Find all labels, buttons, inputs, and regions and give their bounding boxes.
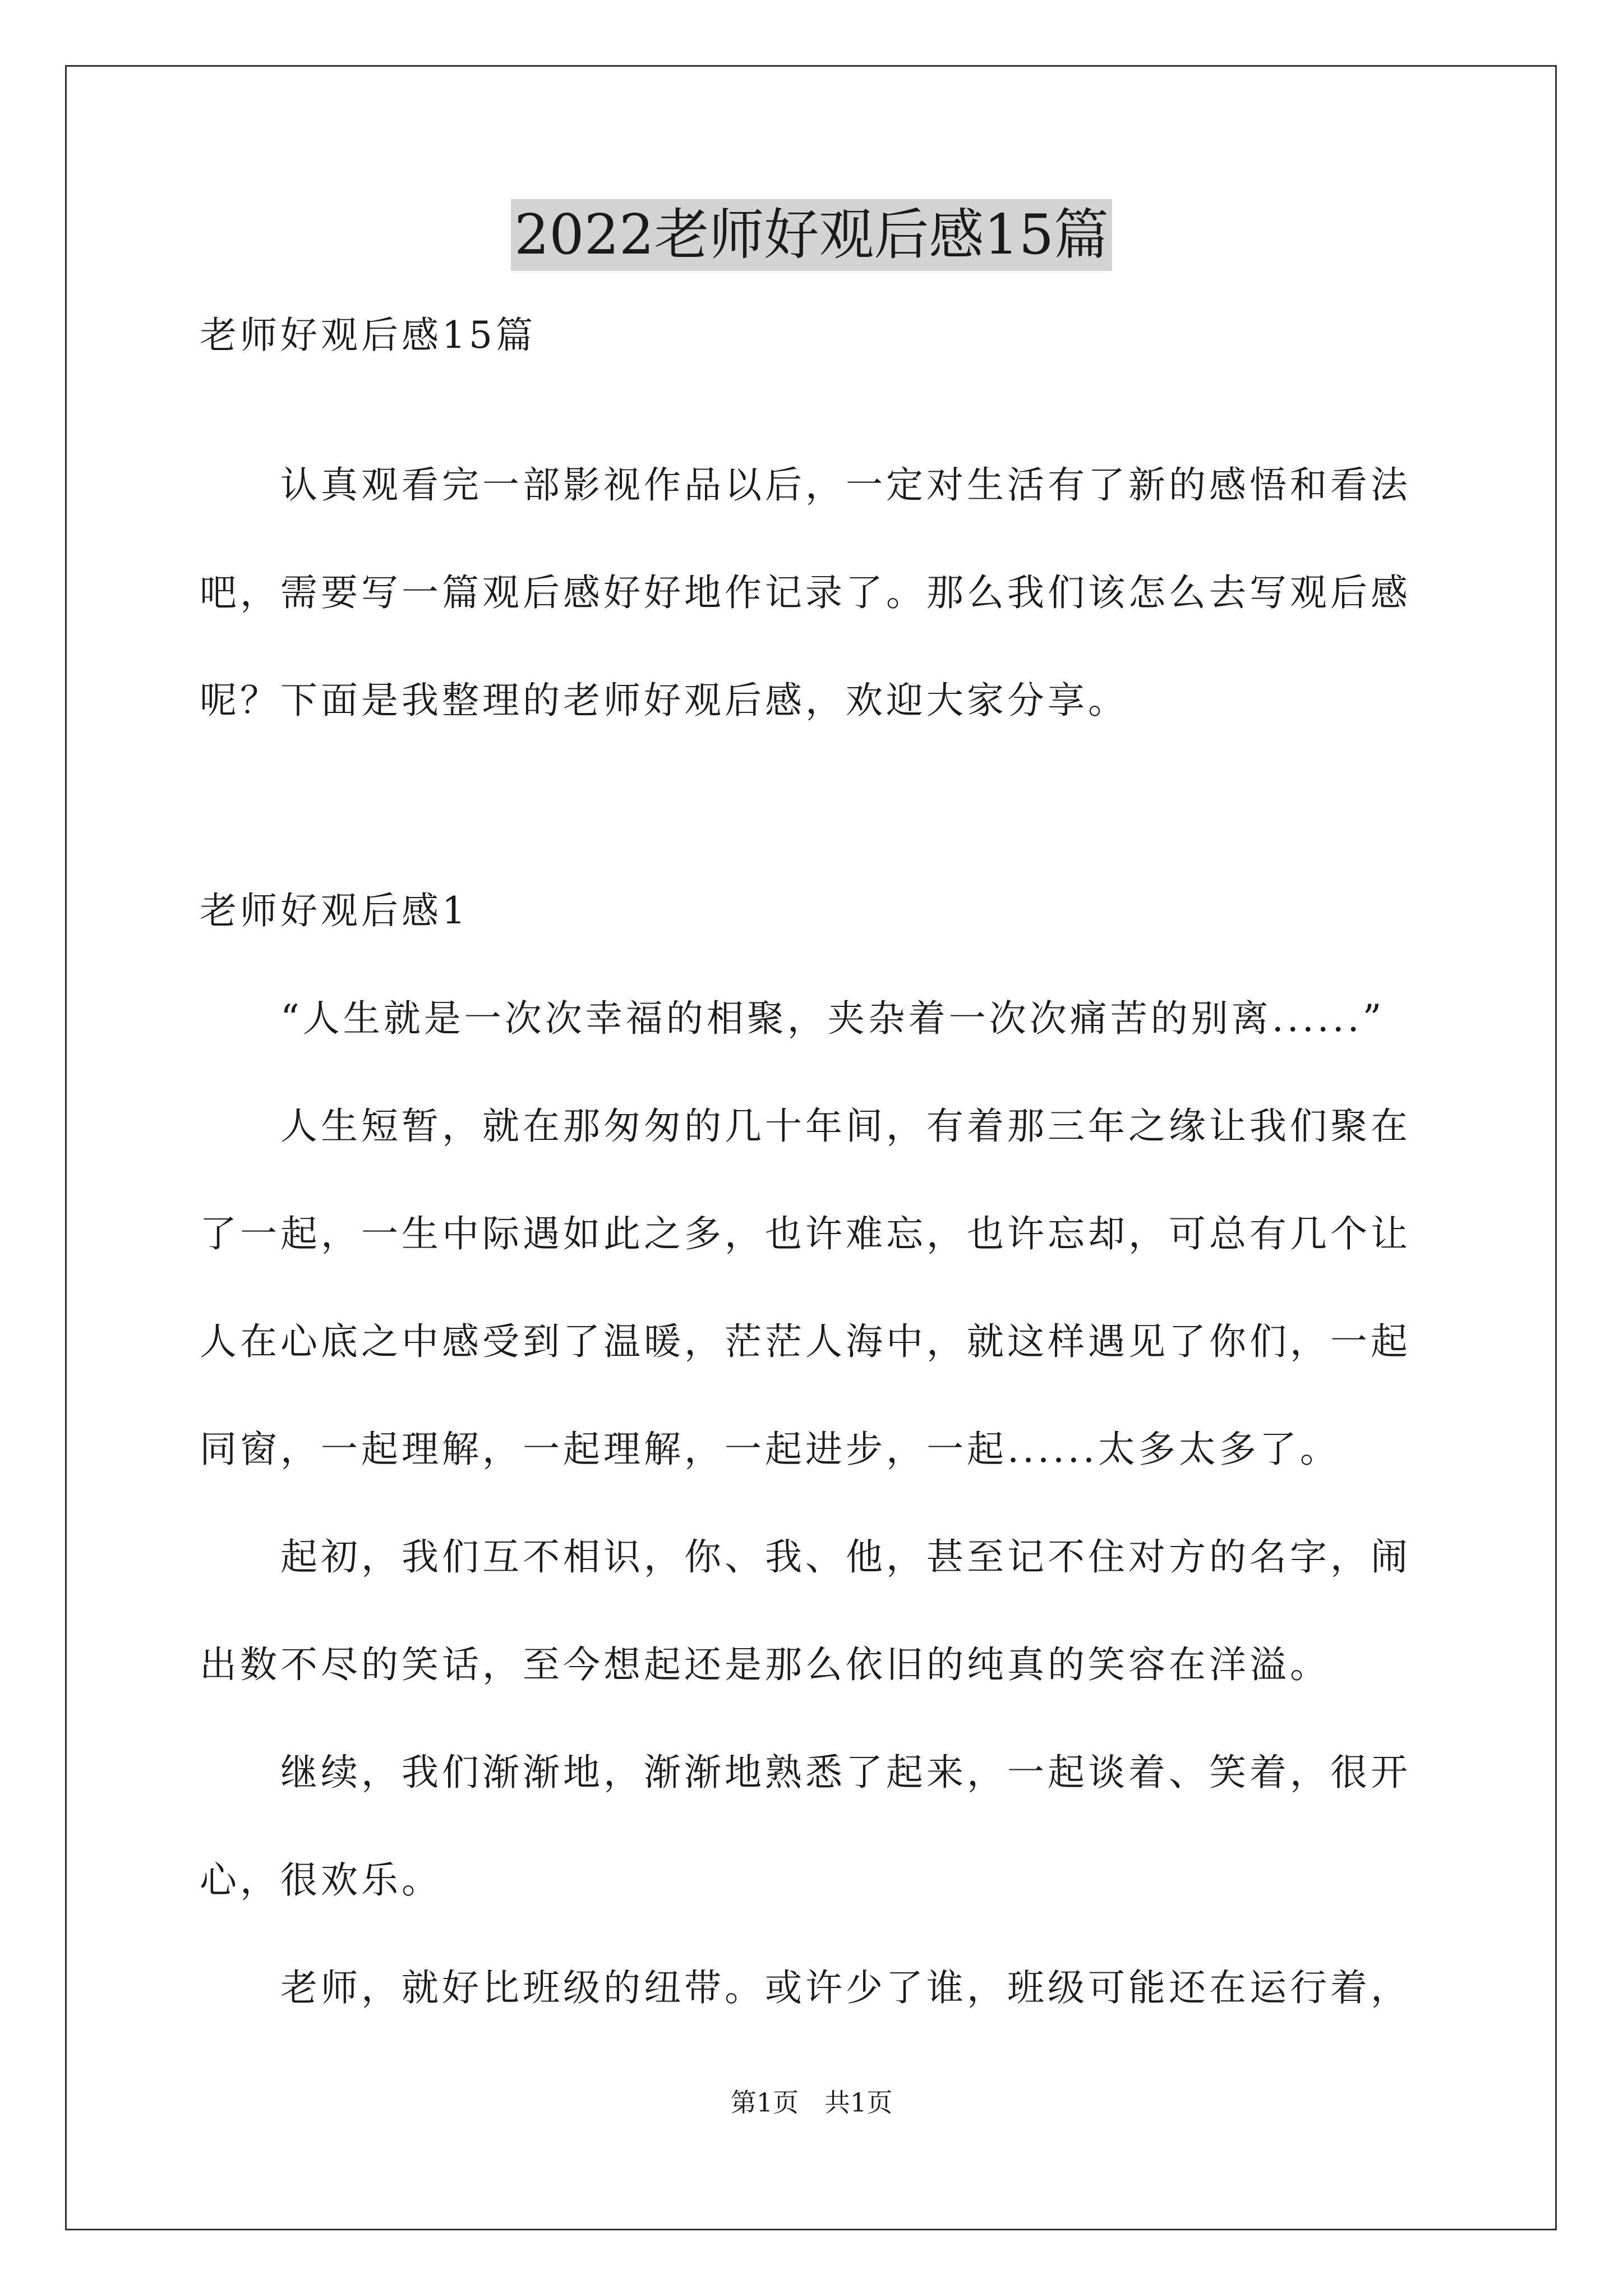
- paragraph-line: 了一起，一生中际遇如此之多，也许难忘，也许忘却，可总有几个让: [200, 1212, 1411, 1255]
- paragraph-line: 老师，就好比班级的纽带。或许少了谁，班级可能还在运行着，: [200, 1966, 1411, 2009]
- paragraph-line: 继续，我们渐渐地，渐渐地熟悉了起来，一起谈着、笑着，很开: [200, 1751, 1411, 1794]
- paragraph-line: 人在心底之中感受到了温暖，茫茫人海中，就这样遇见了你们，一起: [200, 1320, 1411, 1363]
- paragraph-line: 同窗，一起理解，一起理解，一起进步，一起......太多太多了。: [200, 1428, 1340, 1471]
- paragraph-line: 出数不尽的笑话，至今想起还是那么依旧的纯真的笑容在洋溢。: [200, 1643, 1330, 1686]
- paragraph-line: 认真观看完一部影视作品以后，一定对生活有了新的感悟和看法: [200, 463, 1411, 507]
- page-footer: 第1页 共1页: [730, 2087, 893, 2118]
- subtitle-line: 老师好观后感15篇: [200, 314, 536, 357]
- paragraph-line: 吧，需要写一篇观后感好好地作记录了。那么我们该怎么去写观后感: [200, 571, 1411, 614]
- paragraph-line: 心，很欢乐。: [200, 1858, 442, 1902]
- section-heading: 老师好观后感1: [200, 889, 469, 932]
- paragraph-line: 呢？下面是我整理的老师好观后感，欢迎大家分享。: [200, 679, 1128, 722]
- document-title: 2022老师好观后感15篇: [511, 199, 1112, 271]
- paragraph-line: 人生短暂，就在那匆匆的几十年间，有着那三年之缘让我们聚在: [200, 1105, 1411, 1148]
- paragraph-line: 起初，我们互不相识，你、我、他，甚至记不住对方的名字，闹: [200, 1535, 1411, 1579]
- paragraph-line: “人生就是一次次幸福的相聚，夹杂着一次次痛苦的别离......”: [200, 997, 1385, 1040]
- title-container: [0, 199, 1623, 271]
